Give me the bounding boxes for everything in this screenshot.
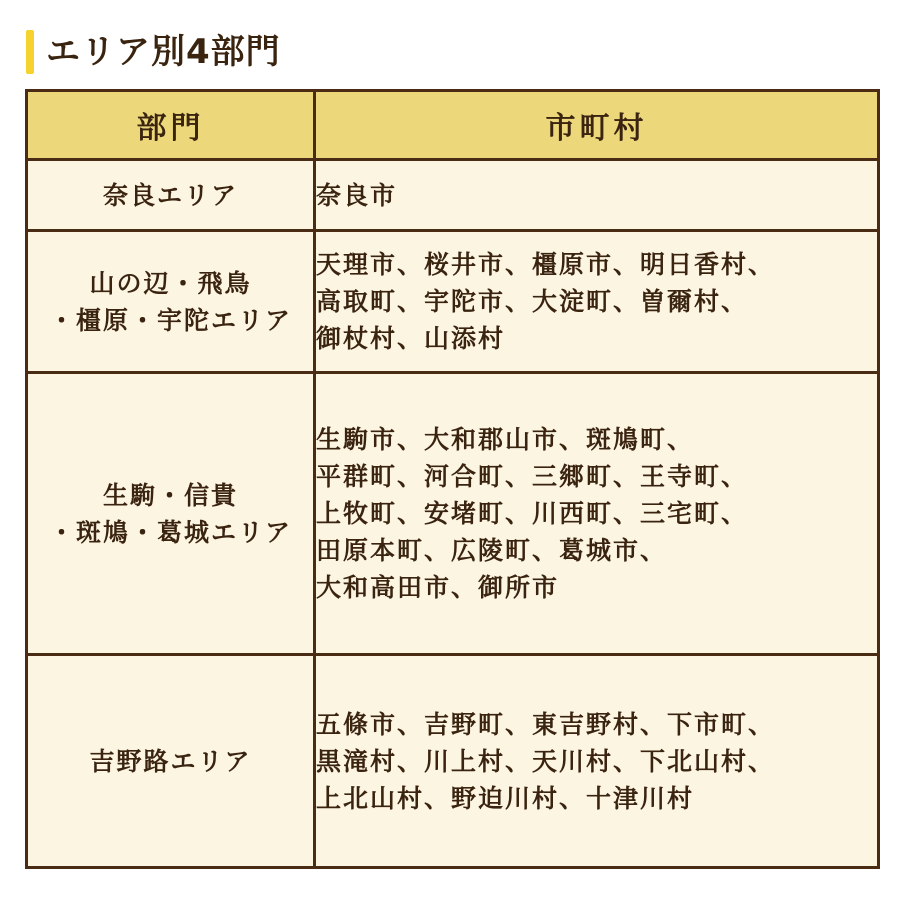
area-name-line: 生駒・信貴 xyxy=(102,480,238,510)
city-list-cell xyxy=(315,655,879,868)
city-list-line: 五條市、吉野町、東吉野村、下市町、 xyxy=(316,709,776,739)
area-name-line: 吉野路エリア xyxy=(89,746,252,776)
table-header-row xyxy=(27,91,879,160)
table-row xyxy=(27,655,879,868)
city-list-line: 田原本町、広陵町、葛城市、 xyxy=(316,536,668,565)
title-accent-bar xyxy=(26,30,34,74)
area-name-cell xyxy=(27,231,315,373)
area-name-line: 山の辺・飛鳥 xyxy=(89,268,252,298)
page-title: エリア別4部門 xyxy=(46,32,281,72)
area-name-line: ・橿原・宇陀エリア xyxy=(48,305,292,335)
city-list-line: 生駒市、大和郡山市、斑鳩町、 xyxy=(316,425,695,454)
header-municipalities: 市町村 xyxy=(315,91,879,160)
city-list-line: 御杖村、山添村 xyxy=(316,324,506,353)
city-list-line: 平群町、河合町、三郷町、王寺町、 xyxy=(316,462,749,491)
city-list-line: 上北山村、野迫川村、十津川村 xyxy=(316,783,695,813)
area-name-line: 奈良エリア xyxy=(102,180,238,210)
city-list-line: 高取町、宇陀市、大淀町、曽爾村、 xyxy=(316,287,749,316)
table-row xyxy=(27,373,879,655)
area-name-cell xyxy=(27,373,315,655)
area-name-cell xyxy=(27,160,315,231)
area-name-line: ・斑鳩・葛城エリア xyxy=(48,517,292,547)
city-list-line: 天理市、桜井市、橿原市、明日香村、 xyxy=(316,250,776,279)
table-row xyxy=(27,231,879,373)
city-list-cell xyxy=(315,231,879,373)
city-list-cell xyxy=(315,160,879,231)
city-list-line: 奈良市 xyxy=(316,180,398,210)
area-name-cell xyxy=(27,655,315,868)
area-table xyxy=(25,89,880,869)
table-row xyxy=(27,160,879,231)
header-department: 部門 xyxy=(27,91,315,160)
city-list-line: 黒滝村、川上村、天川村、下北山村、 xyxy=(316,746,776,776)
city-list-line: 上牧町、安堵町、川西町、三宅町、 xyxy=(316,499,749,528)
city-list-line: 大和高田市、御所市 xyxy=(316,573,560,602)
city-list-cell xyxy=(315,373,879,655)
